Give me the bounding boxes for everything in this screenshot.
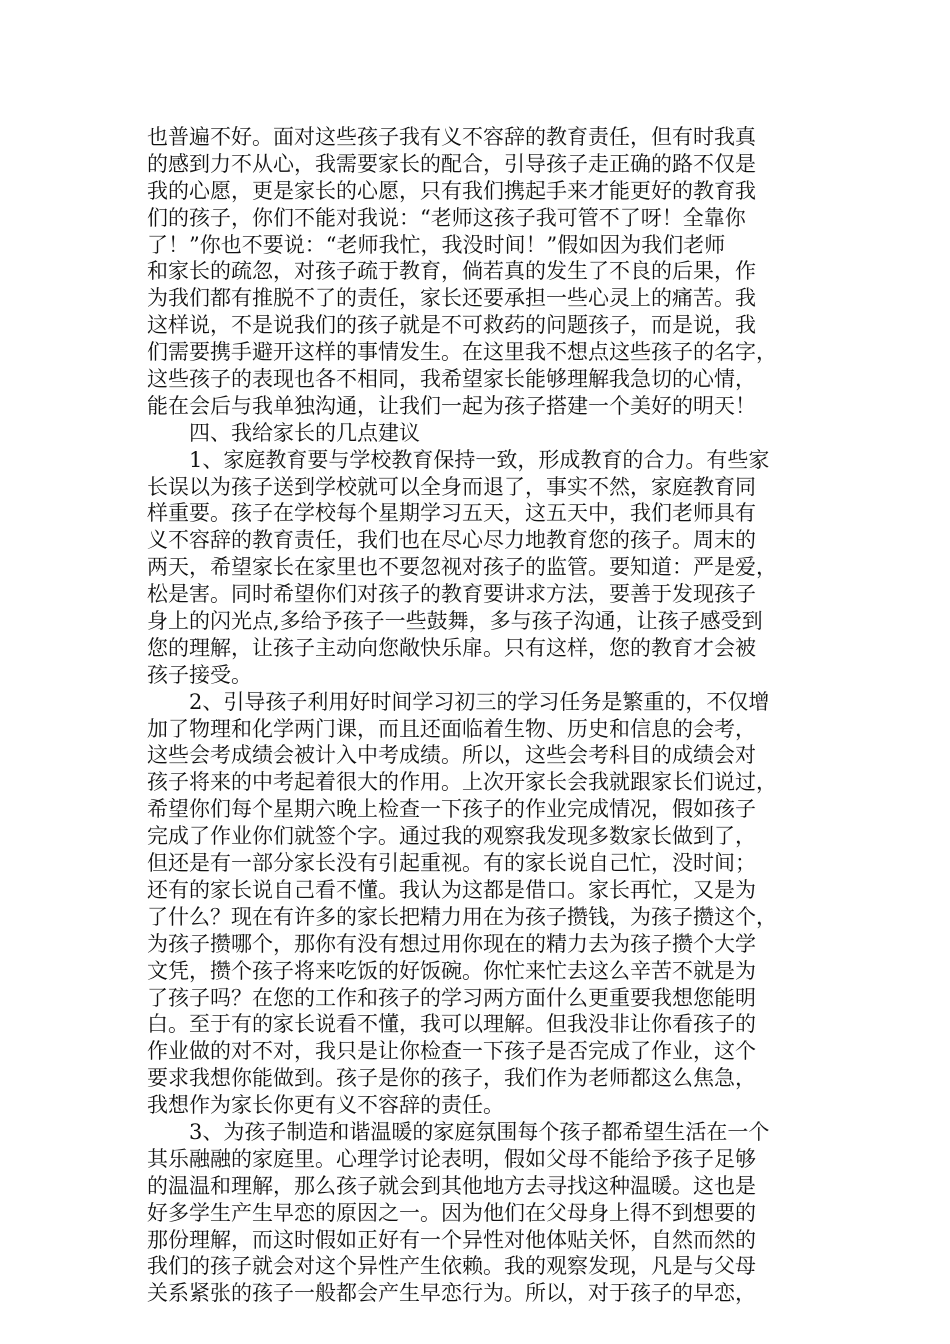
text-line: 义不容辞的教育责任，我们也在尽心尽力地教育您的孩子。周末的	[147, 528, 756, 553]
text-line: 和家长的疏忽，对孩子疏于教育，倘若真的发生了不良的后果，作	[147, 259, 756, 284]
text-line: 两天，希望家长在家里也不要忽视对孩子的监管。要知道：严是爱，	[147, 555, 777, 580]
text-line: 我想作为家长你更有义不容辞的责任。	[147, 1093, 504, 1118]
text-line: 们需要携手避开这样的事情发生。在这里我不想点这些孩子的名字，	[147, 340, 777, 365]
text-line: 您的理解，让孩子主动向您敞快乐扉。只有这样，您的教育才会被	[147, 635, 756, 660]
text-line: 我的心愿，更是家长的心愿，只有我们携起手来才能更好的教育我	[147, 178, 756, 203]
text-line: 松是害。同时希望你们对孩子的教育要讲求方法，要善于发现孩子	[147, 582, 756, 607]
text-line: 3、为孩子制造和谐温暖的家庭氛围每个孩子都希望生活在一个	[147, 1119, 770, 1144]
text-line: 关系紧张的孩子一般都会产生早恋行为。所以，对于孩子的早恋，	[147, 1281, 756, 1306]
text-line: 了什么？现在有许多的家长把精力用在为孩子攒钱，为孩子攒这个，	[147, 904, 777, 929]
text-line: 了！”你也不要说：“老师我忙，我没时间！”假如因为我们老师	[147, 232, 726, 257]
text-line: 为我们都有推脱不了的责任，家长还要承担一些心灵上的痛苦。我	[147, 286, 756, 311]
text-line: 们的孩子，你们不能对我说：“老师这孩子我可管不了呀！全靠你	[147, 205, 746, 230]
text-line: 了孩子吗？在您的工作和孩子的学习两方面什么更重要我想您能明	[147, 985, 756, 1010]
text-line: 我们的孩子就会对这个异性产生依赖。我的观察发现，凡是与父母	[147, 1254, 756, 1279]
text-line: 还有的家长说自己看不懂。我认为这都是借口。家长再忙，又是为	[147, 877, 756, 902]
text-line: 但还是有一部分家长没有引起重视。有的家长说自己忙，没时间；	[147, 851, 756, 876]
body-text	[147, 124, 809, 1307]
text-line: 四、我给家长的几点建议	[147, 420, 420, 445]
text-line: 长误以为孩子送到学校就可以全身而退了，事实不然，家庭教育同	[147, 474, 756, 499]
text-line: 这些会考成绩会被计入中考成绩。所以，这些会考科目的成绩会对	[147, 743, 756, 768]
text-line: 文凭，攒个孩子将来吃饭的好饭碗。你忙来忙去这么辛苦不就是为	[147, 958, 756, 983]
text-line: 身上的闪光点,多给予孩子一些鼓舞，多与孩子沟通，让孩子感受到	[147, 609, 763, 634]
text-line: 能在会后与我单独沟通，让我们一起为孩子搭建一个美好的明天！	[147, 393, 756, 418]
text-line: 为孩子攒哪个，那你有没有想过用你现在的精力去为孩子攒个大学	[147, 931, 756, 956]
text-line: 孩子将来的中考起着很大的作用。上次开家长会我就跟家长们说过，	[147, 770, 777, 795]
text-line: 这样说，不是说我们的孩子就是不可救药的问题孩子，而是说，我	[147, 313, 756, 338]
text-line: 那份理解，而这时假如正好有一个异性对他体贴关怀，自然而然的	[147, 1227, 756, 1252]
text-line: 的感到力不从心，我需要家长的配合，引导孩子走正确的路不仅是	[147, 151, 756, 176]
text-line: 样重要。孩子在学校每个星期学习五天，这五天中，我们老师具有	[147, 501, 756, 526]
text-line: 的温温和理解，那么孩子就会到其他地方去寻找这种温暖。这也是	[147, 1173, 756, 1198]
text-line: 加了物理和化学两门课，而且还面临着生物、历史和信息的会考，	[147, 716, 756, 741]
text-line: 好多学生产生早恋的原因之一。因为他们在父母身上得不到想要的	[147, 1200, 756, 1225]
text-line: 孩子接受。	[147, 662, 252, 687]
text-line: 要求我想你能做到。孩子是你的孩子，我们作为老师都这么焦急，	[147, 1066, 756, 1091]
text-line: 2、引导孩子利用好时间学习初三的学习任务是繁重的，不仅增	[147, 689, 770, 714]
text-line: 完成了作业你们就签个字。通过我的观察我发现多数家长做到了，	[147, 824, 756, 849]
text-line: 希望你们每个星期六晚上检查一下孩子的作业完成情况，假如孩子	[147, 797, 756, 822]
text-line: 也普遍不好。面对这些孩子我有义不容辞的教育责任，但有时我真	[147, 125, 756, 149]
text-line: 白。至于有的家长说看不懂，我可以理解。但我没非让你看孩子的	[147, 1012, 756, 1037]
text-line: 其乐融融的家庭里。心理学讨论表明，假如父母不能给予孩子足够	[147, 1146, 756, 1171]
text-line: 1、家庭教育要与学校教育保持一致，形成教育的合力。有些家	[147, 447, 770, 472]
text-line: 这些孩子的表现也各不相同，我希望家长能够理解我急切的心情，	[147, 367, 756, 392]
text-line: 作业做的对不对，我只是让你检查一下孩子是否完成了作业，这个	[147, 1039, 756, 1064]
